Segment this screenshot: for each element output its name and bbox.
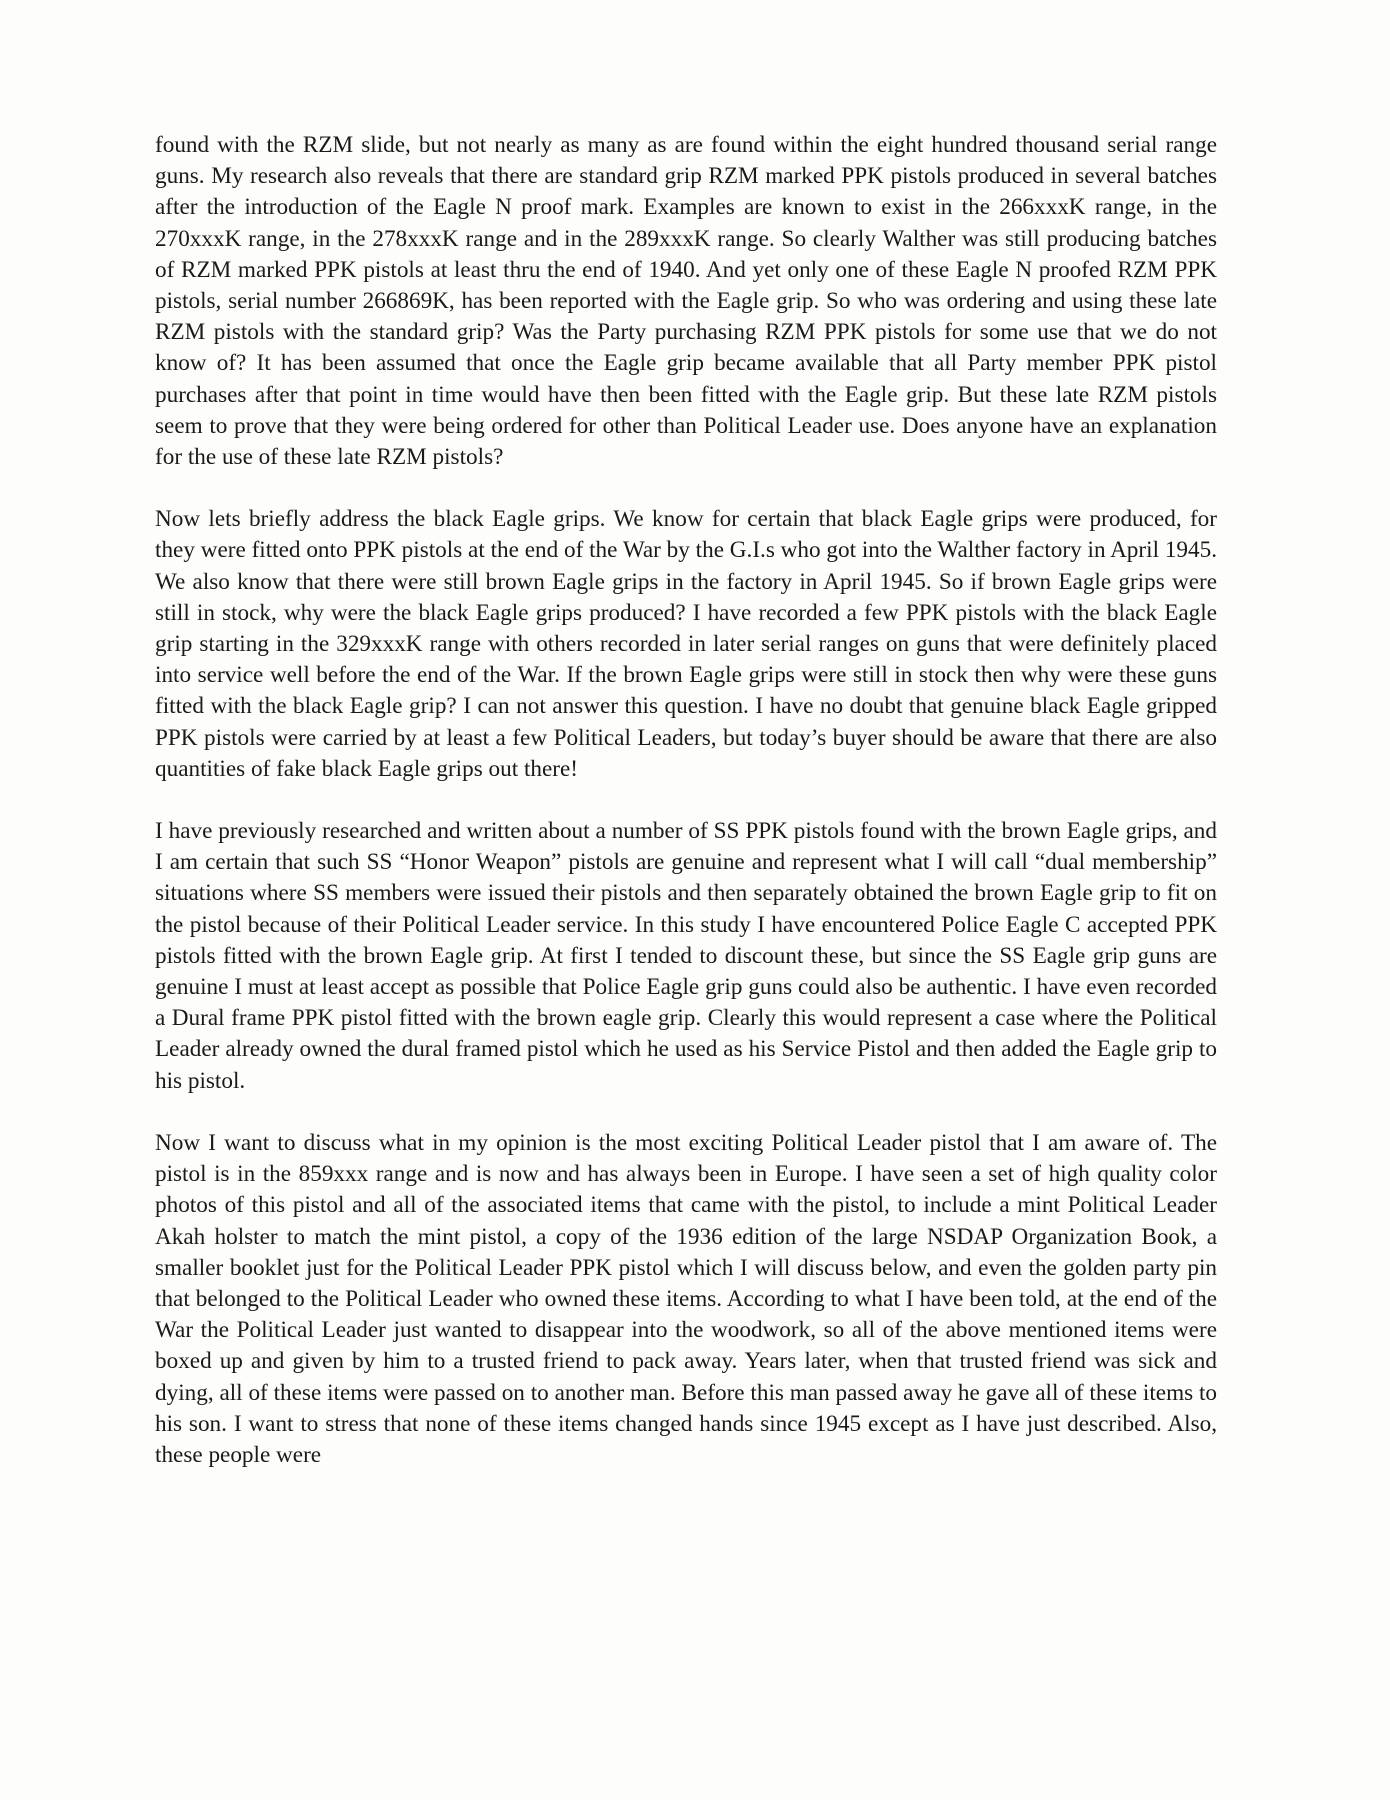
paragraph-black-eagle-grips: Now lets briefly address the black Eagle grips. We know for certain that black Eagle grips were produced, for they were fitted onto PPK pistols at the end of the War by the G.I.s who got into the Walther factory in April 1945. We also know that there were still brown Eagle grips in the factory in April 1945. So if brown Eagle grips were still in stock, why were the black Eagle grips produced? I have recorded a few PPK pistols with the black Eagle grip starting in the 329xxxK range with others recorded in later serial ranges on guns that were definitely placed into service well before the end of the War. If the brown Eagle grips were still in stock then why were these guns fitted with the black Eagle grip? I can not answer this question. I have no doubt that genuine black Eagle gripped PPK pistols were carried by at least a few Political Leaders, but today’s buyer should be aware that there are also quantities of fake black Eagle grips out there! [155,506,1217,782]
paragraph-859xxx-pistol: Now I want to discuss what in my opinion is the most exciting Political Leader pistol that I am aware of. The pistol is in the 859xxx range and is now and has always been in Europe. I have seen a set of high quality color photos of this pistol and all of the associated items that came with the pistol, to include a mint Political Leader Akah holster to match the mint pistol, a copy of the 1936 edition of the large NSDAP Organization Book, a smaller booklet just for the Political Leader PPK pistol which I will discuss below, and even the golden party pin that belonged to the Political Leader who owned these items. According to what I have been told, at the end of the War the Political Leader just wanted to disappear into the woodwork, so all of the above mentioned items were boxed up and given by him to a trusted friend to pack away. Years later, when that trusted friend was sick and dying, all of these items were passed on to another man. Before this man passed away he gave all of these items to his son. I want to stress that none of these items changed hands since 1945 except as I have just described. Also, these people were [155,1129,1217,1468]
paragraph-rzm-late-pistols: found with the RZM slide, but not nearly as many as are found within the eight hundred thousand serial range guns. My research also reveals that there are standard grip RZM marked PPK pistols produced in several batches after the introduction of the Eagle N proof mark. Examples are known to exist in the 266xxxK range, in the 270xxxK range, in the 278xxxK range and in the 289xxxK range. So clearly Walther was still producing batches of RZM marked PPK pistols at least thru the end of 1940. And yet only one of these Eagle N proofed RZM PPK pistols, serial number 266869K, has been reported with the Eagle grip. So who was ordering and using these late RZM pistols with the standard grip? Was the Party purchasing RZM PPK pistols for some use that we do not know of? It has been assumed that once the Eagle grip became available that all Party member PPK pistol purchases after that point in time would have then been fitted with the Eagle grip. But these late RZM pistols seem to prove that they were being ordered for other than Political Leader use. Does anyone have an explanation for the use of these late RZM pistols? [155,132,1217,471]
paragraph-ss-police-dural: I have previously researched and written about a number of SS PPK pistols found with the brown Eagle grips, and I am certain that such SS “Honor Weapon” pistols are genuine and represent what I will call “dual membership” situations where SS members were issued their pistols and then separately obtained the brown Eagle grip to fit on the pistol because of their Political Leader service. In this study I have encountered Police Eagle C accepted PPK pistols fitted with the brown Eagle grip. At first I tended to discount these, but since the SS Eagle grip guns are genuine I must at least accept as possible that Police Eagle grip guns could also be authentic. I have even recorded a Dural frame PPK pistol fitted with the brown eagle grip. Clearly this would represent a case where the Political Leader already owned the dural framed pistol which he used as his Service Pistol and then added the Eagle grip to his pistol. [155,818,1217,1094]
document-body [155,130,1217,1471]
